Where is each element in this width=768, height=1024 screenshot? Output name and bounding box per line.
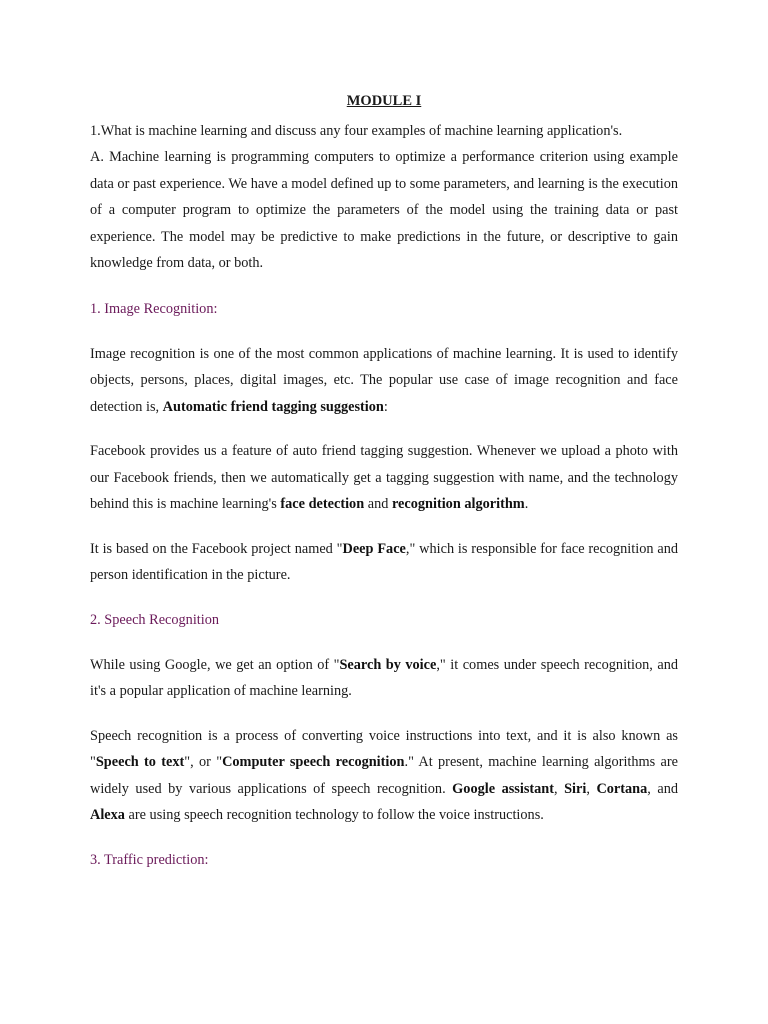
speech-recognition-paragraph-1: While using Google, we get an option of "Search by voice," it comes under speech recognition, and it's a popular application of machine learning. (90, 656, 678, 699)
speech-recognition-paragraph-2: Speech recognition is a process of converting voice instructions into text, and it is also known as "Speech to text", or "Computer speech recognition." At present, machine learning algorithms are widely used by various applications of speech recognition. Google assistant, Siri, Cortana, and Alexa are using speech recognition technology to follow the voice instructions. (90, 727, 678, 823)
question-text: 1.What is machine learning and discuss any four examples of machine learning application's. (90, 123, 623, 139)
bold-term: Computer speech recognition (222, 754, 405, 770)
bold-term: Deep Face (342, 540, 406, 557)
document-page (90, 90, 678, 873)
bold-term: Cortana (596, 780, 648, 797)
section-heading-image-recognition: 1. Image Recognition: (90, 300, 218, 317)
bold-term: Automatic friend tagging suggestion (162, 398, 384, 415)
image-recognition-paragraph-1: Image recognition is one of the most common applications of machine learning. It is used to identify objects, persons, places, digital images, etc. The popular use case of image recognition and face detection is, Automatic friend tagging suggestion: (90, 345, 678, 415)
bold-term: Alexa (90, 807, 125, 823)
bold-term: face detection (280, 496, 365, 512)
bold-term: Google assistant (452, 780, 554, 797)
module-title: MODULE I (346, 93, 422, 109)
section-heading-traffic-prediction: 3. Traffic prediction: (90, 851, 209, 868)
bold-term: Speech to text (95, 754, 185, 770)
section-heading-speech-recognition: 2. Speech Recognition (90, 611, 220, 628)
bold-term: recognition algorithm (391, 496, 525, 512)
bold-term: Search by voice (339, 656, 437, 673)
answer-intro: A. Machine learning is programming computers to optimize a performance criterion using example data or past experience. We have a model defined up to some parameters, and learning is the execution of a computer program to optimize the parameters of the model using the training data or past experience. The model may be predictive to make predictions in the future, or descriptive to gain knowledge from data, or both. (90, 149, 678, 271)
bold-term: Siri (564, 780, 587, 797)
image-recognition-paragraph-3: It is based on the Facebook project named "Deep Face," which is responsible for face recognition and person identification in the picture. (90, 540, 678, 583)
image-recognition-paragraph-2: Facebook provides us a feature of auto friend tagging suggestion. Whenever we upload a photo with our Facebook friends, then we automatically get a tagging suggestion with name, and the technology behind this is machine learning's face detection and recognition algorithm. (90, 443, 678, 512)
